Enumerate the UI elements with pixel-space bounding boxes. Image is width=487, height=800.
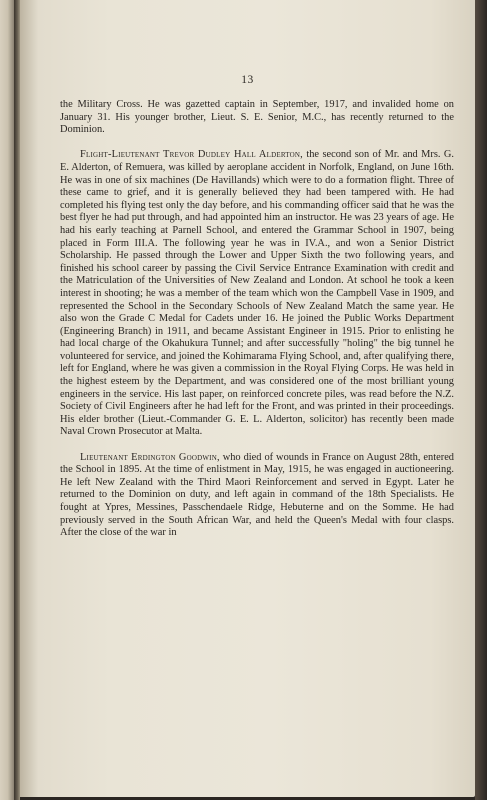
paragraph-body: who died of wounds in France on August 28th, entered the School in 1895. At the time of enlistment in May, 1915, he was engaged in auctioneering. He left New Zealand with the Third Maori Reinforcement and served in Egypt. Later he returned to the Dominion on duty, and left again in command of the 18th Specialists. He fought at Ypres, Messines, Passchendaele Ridge, Hebuterne and on the Somme. He had previously served in the South African War, and held the Queen's Medal with four clasps. After the close of the war in	[60, 451, 455, 539]
page-number: 13	[241, 74, 254, 86]
paragraph-lead-name: Lieutenant Erdington Goodwin,	[80, 451, 220, 463]
facing-page-edge	[0, 0, 14, 800]
scan-background-edge	[475, 0, 487, 800]
paragraph-body: the second son of Mr. and Mrs. G. E. Alderton, of Remuera, was killed by aeroplane accident in Norfolk, England, on June 16th. He was in one of six machines (De Havillands) which were to do a formation flight. Three of these came to grief, and it is generally believed they had been tampered with. He had completed his flying test only the day before, and his commanding officer said that he was the best flyer he had put through, and had appointed him an instructor. He was 23 years of age. He had his early teaching at Parnell School, and entered the Grammar School in 1907, being placed in Form III.A. The following year he was in IV.A., and won a Senior District Scholarship. He passed through the Lower and Upper Sixth the two following years, and finished his school career by passing the Civil Service Entrance Examination with credit and the Matriculation of the Universities of New Zealand and London. At school he took a keen interest in shooting; he was a member of the team which won the Campbell Vase in 1909, and represented the School in the Secondary Schools of New Zealand Match the same year. He also won the Grade C Medal for Cadets under 16. He joined the Public Works Department (Engineering Branch) in 1911, and became Assistant Engineer in 1915. Prior to enlisting he had local charge of the Okahukura Tunnel; and after successfully "holing" the big tunnel he volunteered for service, and joined the Kohimarama Flying School, and, after qualifying there, left for England, where he was given a commission in the Royal Flying Corps. He was held in the highest esteem by the Department, and was considered one of the most brilliant young engineers in the service. His last paper, on reinforced concrete piles, was read before the N.Z. Society of Civil Engineers after he had left for the Front, and was printed in their proceedings. His elder brother (Lieut.-Commander G. E. L. Alderton, solicitor) has recently been made Naval Crown Prosecutor at Malta.	[60, 149, 455, 438]
paragraph-senior-continued	[60, 99, 454, 137]
paragraph-body: the Military Cross. He was gazetted captain in September, 1917, and invalided home on January 31. His younger brother, Lieut. S. E. Senior, M.C., has recently returned to the Dominion.	[60, 99, 454, 136]
paragraph-goodwin	[60, 452, 454, 540]
page-sheet	[20, 0, 475, 797]
page-text	[60, 99, 454, 552]
paragraph-lead-name: Flight-Lieutenant Trevor Dudley Hall Alderton,	[80, 149, 303, 161]
paragraph-alderton	[60, 149, 454, 439]
